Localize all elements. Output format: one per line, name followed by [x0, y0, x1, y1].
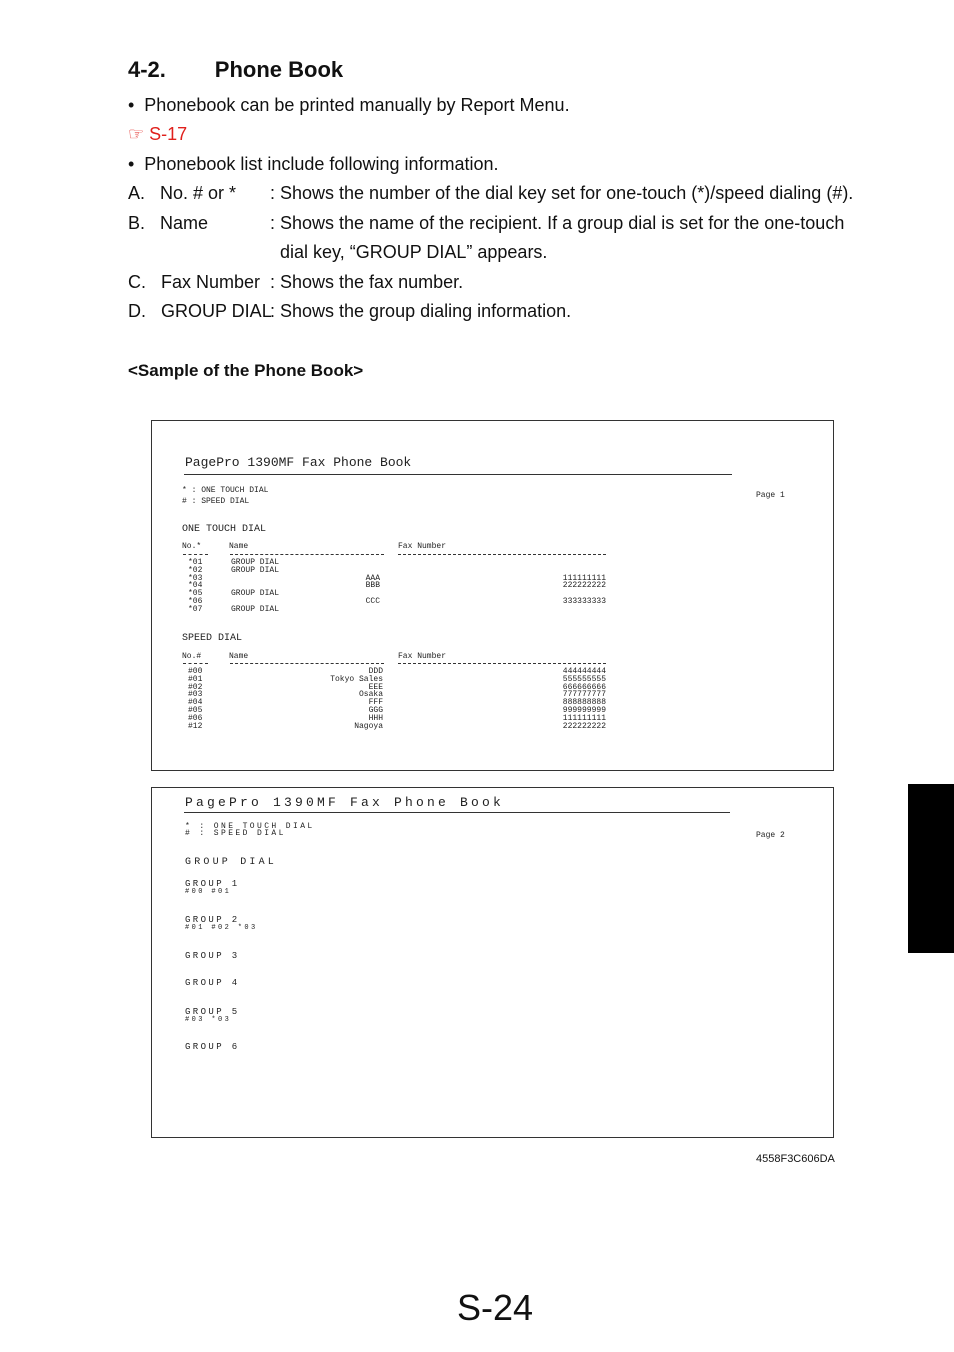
sample-heading: <Sample of the Phone Book>: [128, 361, 364, 380]
speed-row-name: Osaka: [358, 690, 383, 700]
speed-row-name: GGG: [368, 706, 383, 715]
onetouch-row-name: BBB: [365, 581, 380, 591]
report2-page-label: Page 2: [756, 831, 785, 840]
speed-row-fax: 777777777: [562, 690, 606, 700]
group-name: GROUP 6: [185, 1042, 240, 1052]
speed-row-name: EEE: [368, 682, 383, 692]
onetouch-col-name: Name: [229, 542, 249, 551]
onetouch-row-no: *07: [188, 604, 203, 614]
onetouch-rule-fax: [398, 554, 606, 555]
speed-row-no: #04: [188, 698, 203, 708]
group-name: GROUP 1: [185, 879, 240, 889]
speed-row-fax: 999999999: [562, 706, 606, 715]
group-members: #00 #01: [185, 888, 232, 896]
speed-row-no: #05: [188, 706, 203, 715]
item-a-label: A. No. # or *: [128, 183, 237, 203]
report2-title: PagePro 1390MF Fax Phone Book: [185, 795, 505, 810]
item-b-label: B. Name: [128, 213, 209, 233]
onetouch-col-fax: Fax Number: [398, 542, 447, 551]
group-name: GROUP 4: [185, 978, 240, 988]
onetouch-row-fax: 111111111: [562, 573, 606, 583]
speed-row-no: #06: [188, 713, 203, 723]
speed-row-fax: 222222222: [562, 721, 606, 731]
reference-link-s17[interactable]: ☞ S-17: [128, 124, 188, 144]
speed-row-name: Tokyo Sales: [330, 674, 383, 684]
onetouch-row-name: CCC: [365, 597, 380, 606]
report1-page-label: Page 1: [756, 491, 785, 500]
speed-row-fax: 111111111: [562, 713, 606, 723]
onetouch-row-group: GROUP DIAL: [231, 558, 280, 567]
section-tab-marker: [908, 784, 954, 953]
group-name: GROUP 2: [185, 915, 240, 925]
onetouch-row-no: *01: [188, 558, 203, 567]
item-d-desc: : Shows the group dialing information.: [270, 301, 572, 321]
speed-row-name: HHH: [368, 713, 383, 723]
bullet-phonebook-info: • Phonebook list include following information.: [128, 154, 499, 174]
section-heading: 4-2. Phone Book: [128, 57, 344, 82]
speed-col-fax: Fax Number: [398, 652, 447, 661]
report2-legend-onetouch: * : ONE TOUCH DIAL: [185, 822, 315, 831]
group-name: GROUP 5: [185, 1007, 240, 1017]
speed-rule-no: [183, 663, 208, 664]
onetouch-rule-name: [230, 554, 384, 555]
speed-row-no: #12: [188, 721, 203, 731]
report1-legend-onetouch: * : ONE TOUCH DIAL: [182, 486, 269, 495]
onetouch-row-no: *05: [188, 589, 203, 599]
speed-row-no: #03: [188, 690, 203, 700]
group-members: #01 #02 *03: [185, 924, 258, 932]
report1-legend-speed: # : SPEED DIAL: [182, 497, 250, 506]
speed-row-no: #02: [188, 682, 203, 692]
item-d-label: D. GROUP DIAL: [128, 301, 272, 321]
onetouch-row-name: AAA: [365, 573, 380, 583]
item-a-desc: : Shows the number of the dial key set for one-touch (*)/speed dialing (#).: [270, 183, 854, 203]
speed-rule-name: [230, 663, 384, 664]
onetouch-heading: ONE TOUCH DIAL: [182, 524, 267, 535]
speed-row-fax: 444444444: [562, 667, 606, 676]
speed-heading: SPEED DIAL: [182, 633, 243, 644]
onetouch-row-fax: 333333333: [562, 597, 606, 606]
group-dial-heading: GROUP DIAL: [185, 857, 278, 868]
onetouch-row-group: GROUP DIAL: [231, 589, 280, 599]
item-c-desc: : Shows the fax number.: [270, 272, 464, 292]
item-b-desc-cont: dial key, “GROUP DIAL” appears.: [280, 242, 548, 262]
page-number: S-24: [457, 1287, 534, 1328]
onetouch-row-no: *04: [188, 581, 203, 591]
speed-row-name: Nagoya: [354, 721, 383, 731]
report-page-2: [151, 787, 834, 1138]
item-c-label: C. Fax Number: [128, 272, 261, 292]
speed-rule-fax: [398, 663, 606, 664]
report2-title-rule: [184, 812, 730, 813]
group-members: #03 *03: [185, 1016, 232, 1024]
speed-row-fax: 888888888: [562, 698, 606, 708]
onetouch-row-group: GROUP DIAL: [231, 565, 280, 575]
bullet-report-menu: • Phonebook can be printed manually by Report Menu.: [128, 95, 570, 115]
speed-row-no: #00: [188, 667, 203, 676]
speed-row-no: #01: [188, 674, 203, 684]
onetouch-row-group: GROUP DIAL: [231, 604, 280, 614]
speed-row-name: DDD: [368, 667, 383, 676]
speed-row-name: FFF: [368, 698, 383, 708]
onetouch-col-no: No.*: [182, 542, 202, 551]
speed-col-name: Name: [229, 652, 249, 661]
speed-col-no: No.#: [182, 652, 202, 661]
onetouch-row-fax: 222222222: [562, 581, 606, 591]
speed-row-fax: 555555555: [562, 674, 606, 684]
onetouch-row-no: *02: [188, 565, 203, 575]
onetouch-row-no: *06: [188, 597, 203, 606]
report1-title: PagePro 1390MF Fax Phone Book: [185, 455, 412, 470]
onetouch-row-no: *03: [188, 573, 203, 583]
group-name: GROUP 3: [185, 951, 240, 961]
report2-legend-speed: # : SPEED DIAL: [185, 829, 286, 838]
report1-title-rule: [184, 474, 732, 475]
figure-id: 4558F3C606DA: [756, 1153, 835, 1165]
speed-row-fax: 666666666: [562, 682, 606, 692]
item-b-desc: : Shows the name of the recipient. If a group dial is set for the one-touch: [270, 213, 845, 233]
onetouch-rule-no: [183, 554, 208, 555]
